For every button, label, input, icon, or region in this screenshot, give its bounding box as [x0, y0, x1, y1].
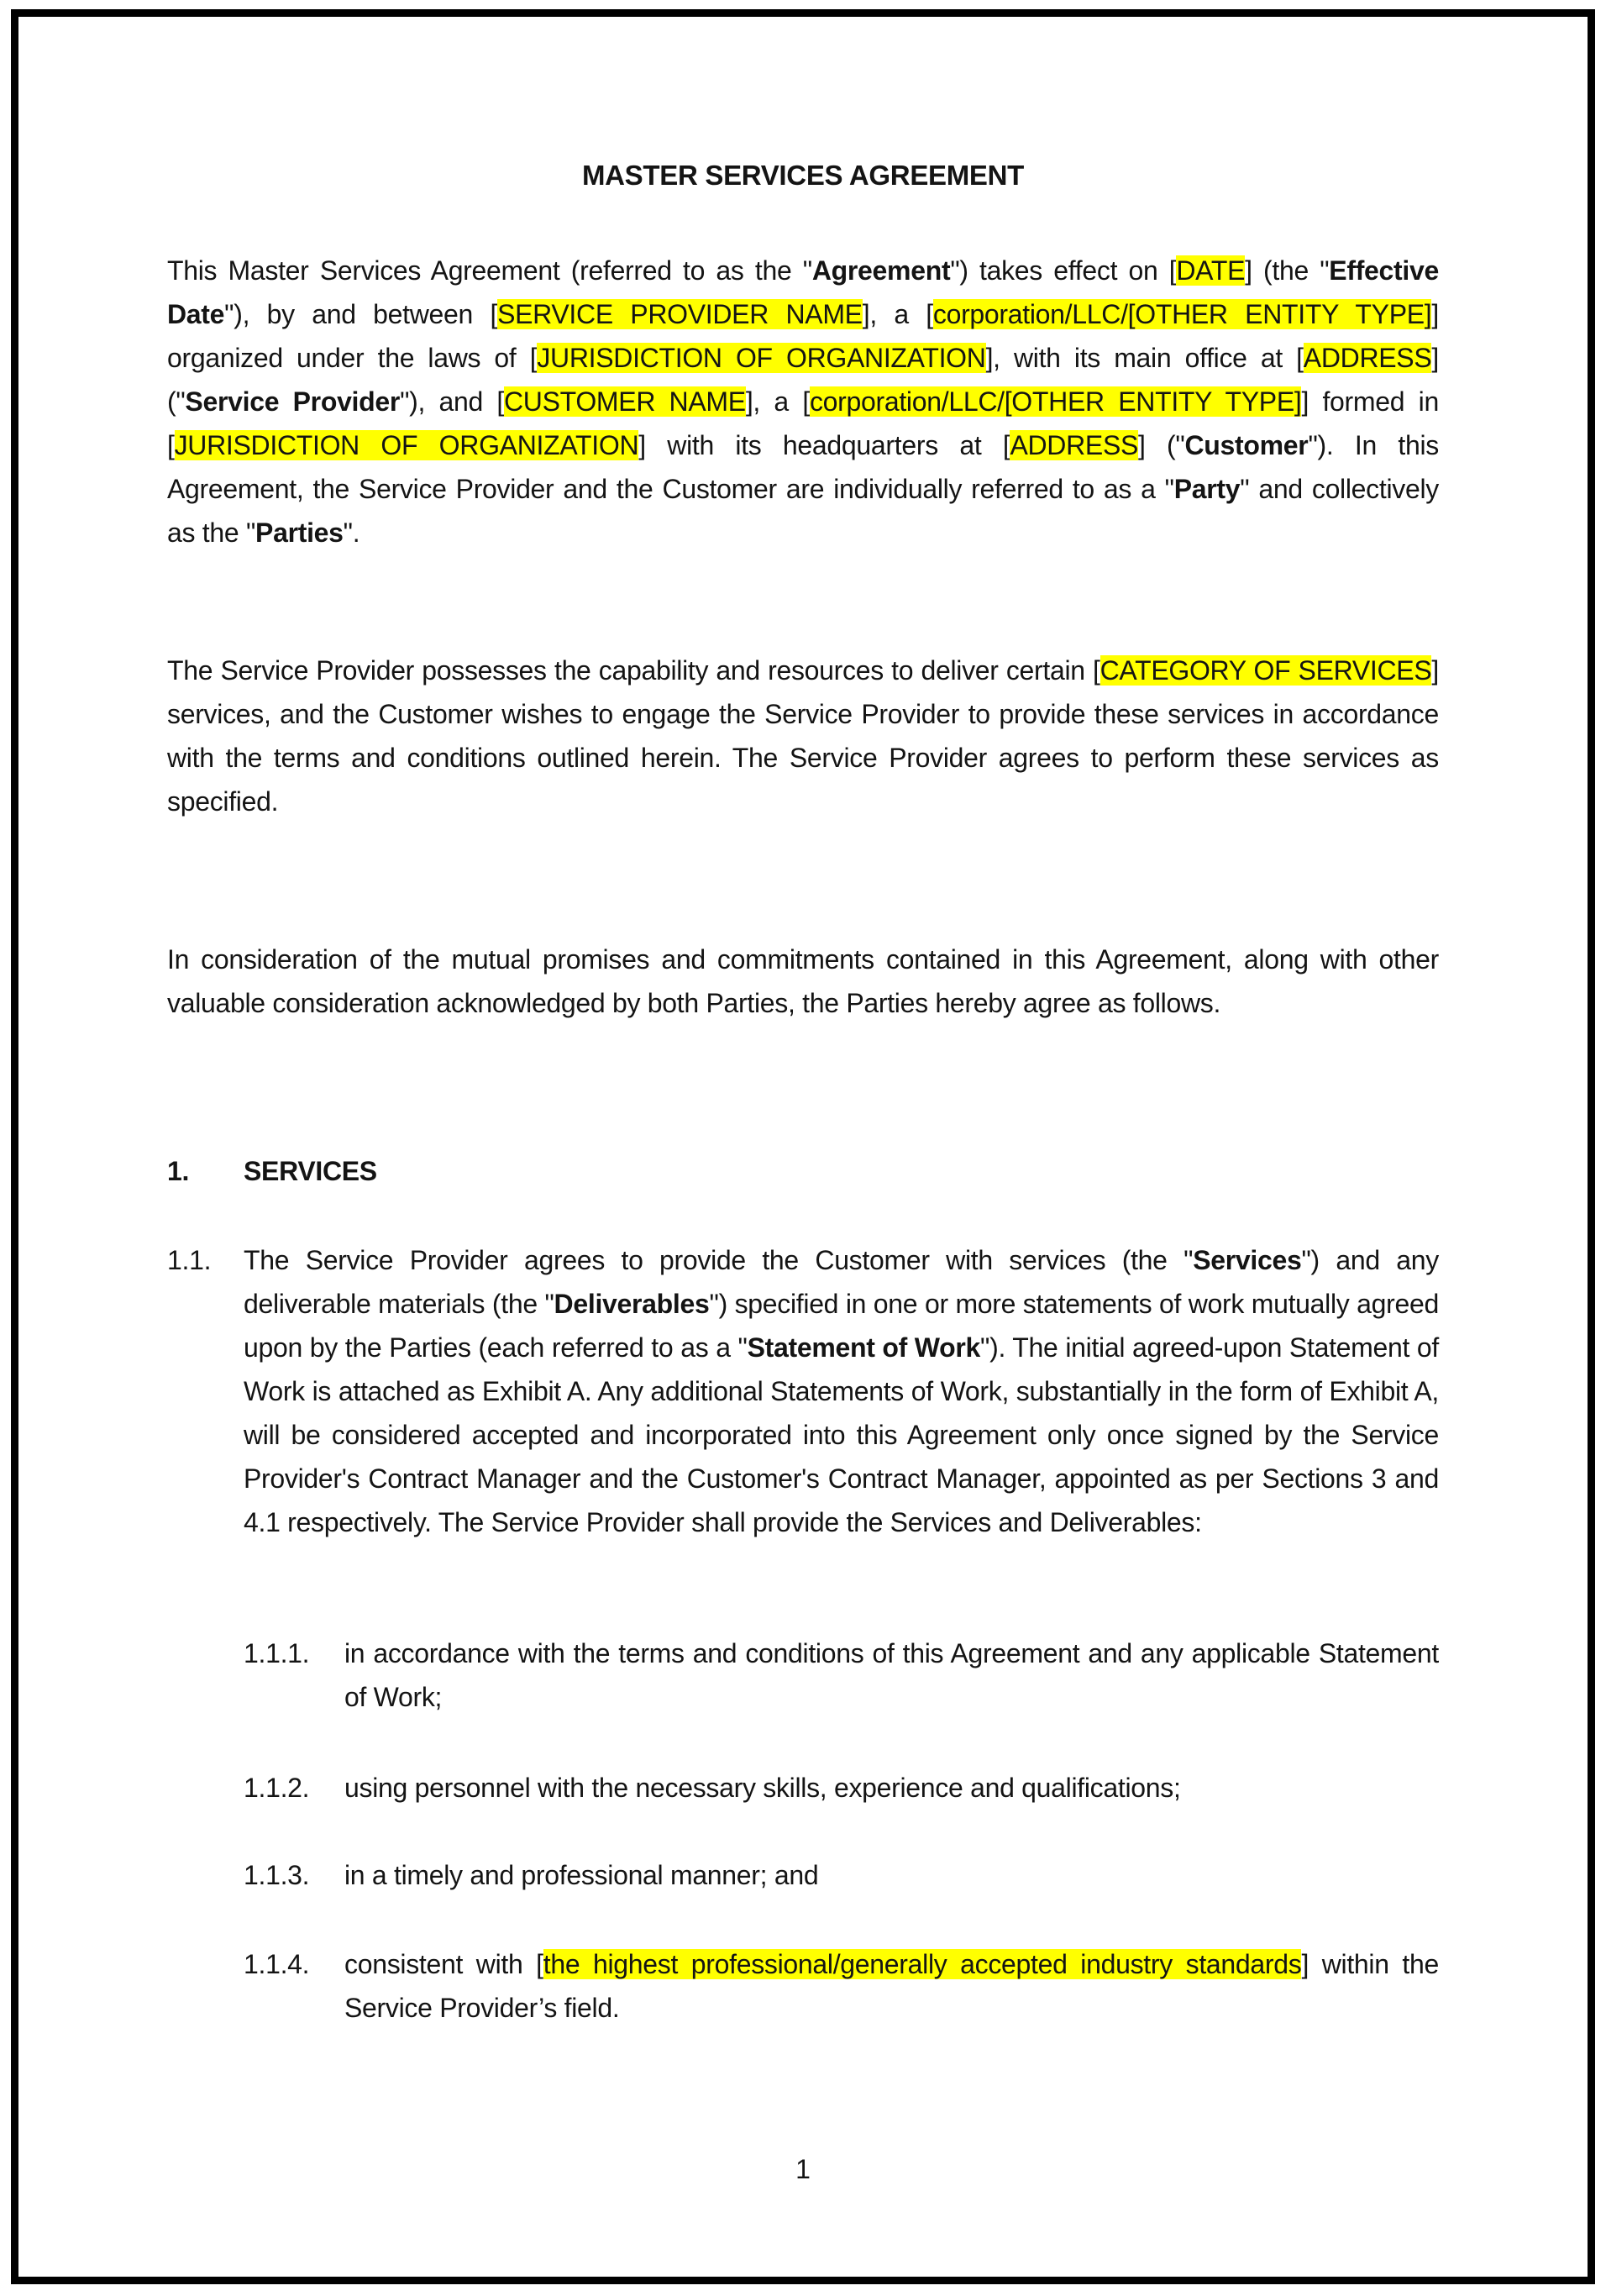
section-1-number: 1.	[167, 1156, 190, 1186]
defined-term: Parties	[255, 518, 344, 548]
page-number: 1	[795, 2154, 811, 2184]
document-title: MASTER SERVICES AGREEMENT	[581, 160, 1025, 191]
placeholder-highlight: CUSTOMER NAME	[504, 386, 746, 417]
clause-1-1-4	[167, 1942, 1439, 2030]
paragraph-intro	[167, 249, 1439, 554]
placeholder-highlight: corporation/LLC/[OTHER ENTITY TYPE]	[932, 299, 1432, 329]
text-run: In consideration of the mutual promises and commitments contained in this Agreement, along with other valuable consideration acknowledged by both Parties, the Parties hereby agree as follows.	[167, 944, 1439, 1018]
text-run: ") specified in one or more statements of work mutually agreed upon by the Parties (each referred to as a "	[244, 1289, 1439, 1363]
text-run: using personnel with the necessary skills, experience and qualifications;	[344, 1773, 1181, 1803]
text-run: "), and [	[400, 386, 504, 417]
text-run: ] (the "	[1245, 255, 1330, 286]
text-run: ], a [	[745, 386, 810, 417]
text-run: ") and any deliverable materials (the "	[244, 1245, 1439, 1319]
section-1-title: SERVICES	[244, 1156, 377, 1186]
clause-1-1-3	[167, 1853, 1439, 1897]
text-run: ".	[343, 518, 360, 548]
text-run: " and collectively as the "	[167, 474, 1439, 548]
clause-1-1-2-number: 1.1.2.	[244, 1773, 310, 1803]
defined-term: Deliverables	[554, 1289, 710, 1319]
text-run: ] ("	[1138, 430, 1185, 460]
placeholder-highlight: ADDRESS	[1303, 343, 1432, 373]
placeholder-highlight: SERVICE PROVIDER NAME	[497, 299, 863, 329]
section-1-heading	[167, 1149, 1439, 1193]
placeholder-highlight: ADDRESS	[1010, 430, 1139, 460]
defined-term: Agreement	[811, 255, 951, 286]
text-run: ] organized under the laws of [	[167, 299, 1439, 373]
text-run: "), by and between [	[224, 299, 498, 329]
clause-1-1-number: 1.1.	[167, 1245, 212, 1275]
text-run: "). The initial agreed-upon Statement of Work is attached as Exhibit A. Any additional Statements of Work, substantially in the form of Exhibit A, will be considered accepted and incorporated into this Agreement only once signed by the Service Provider's Contract Manager and the Customer's Contract Manager, appointed as per Sections 3 and 4.1 respectively. The Service Provider shall provide the Services and Deliverables:	[244, 1332, 1439, 1537]
text-run: The Service Provider agrees to provide the Customer with services (the "	[244, 1245, 1194, 1275]
defined-term: Services	[1193, 1245, 1302, 1275]
text-run: ] formed in [	[167, 386, 1439, 460]
text-run: This Master Services Agreement (referred to as the "	[167, 255, 812, 286]
placeholder-highlight: DATE	[1176, 255, 1246, 286]
placeholder-highlight: corporation/LLC/[OTHER ENTITY TYPE]	[809, 386, 1302, 417]
defined-term: Service Provider	[185, 386, 401, 417]
text-run: ") takes effect on [	[950, 255, 1177, 286]
clause-1-1	[167, 1238, 1439, 1544]
clause-1-1-1	[167, 1631, 1439, 1719]
placeholder-highlight: CATEGORY OF SERVICES	[1100, 655, 1432, 686]
text-run: ] ("	[167, 343, 1439, 417]
text-run: in a timely and professional manner; and	[344, 1860, 819, 1890]
text-run: "). In this Agreement, the Service Provider and the Customer are individually referred to as a "	[167, 430, 1439, 504]
placeholder-highlight: JURISDICTION OF ORGANIZATION	[537, 343, 986, 373]
placeholder-highlight: the highest professional/generally accepted industry standards	[543, 1949, 1302, 1979]
defined-term: Effective Date	[167, 255, 1439, 329]
paragraph-consideration	[167, 938, 1439, 1025]
text-run: ] services, and the Customer wishes to engage the Service Provider to provide these services in accordance with the terms and conditions outlined herein. The Service Provider agrees to perform these services as specified.	[167, 655, 1439, 817]
text-run: The Service Provider possesses the capability and resources to deliver certain [	[167, 655, 1100, 686]
clause-1-1-4-number: 1.1.4.	[244, 1949, 310, 1979]
clause-1-1-2	[167, 1766, 1439, 1810]
clause-1-1-3-number: 1.1.3.	[244, 1860, 310, 1890]
text-run: ], with its main office at [	[985, 343, 1304, 373]
defined-term: Customer	[1184, 430, 1309, 460]
defined-term: Statement of Work	[747, 1332, 981, 1363]
clause-1-1-text	[244, 1238, 1439, 1544]
placeholder-highlight: JURISDICTION OF ORGANIZATION	[174, 430, 639, 460]
text-run: ], a [	[862, 299, 933, 329]
defined-term: Party	[1173, 474, 1241, 504]
paragraph-recitals-capability	[167, 649, 1439, 823]
clause-1-1-4-text	[344, 1942, 1439, 2030]
text-run: consistent with [	[344, 1949, 543, 1979]
clause-1-1-1-number: 1.1.1.	[244, 1638, 310, 1668]
clause-1-1-1-text	[344, 1631, 1439, 1719]
text-run: in accordance with the terms and conditions of this Agreement and any applicable Statement of Work;	[344, 1638, 1439, 1712]
text-run: ] within the Service Provider’s field.	[344, 1949, 1439, 2023]
clause-1-1-3-text	[344, 1853, 1439, 1897]
text-run: ] with its headquarters at [	[638, 430, 1010, 460]
clause-1-1-2-text	[344, 1766, 1439, 1810]
